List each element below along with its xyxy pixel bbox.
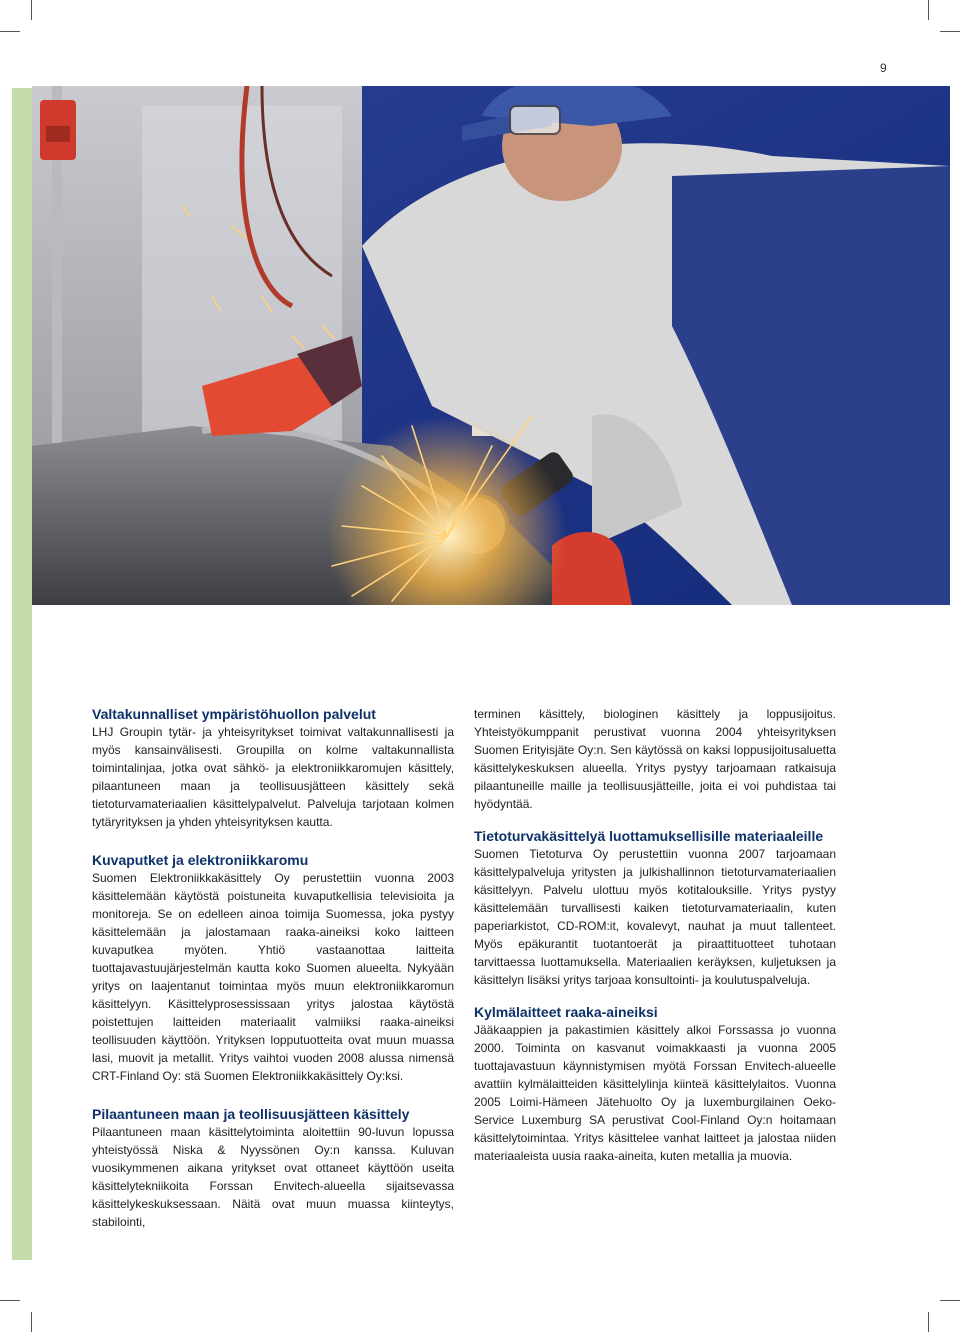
crop-mark-bottom-left-v — [31, 1312, 32, 1332]
body-kuvaputket: Suomen Elektroniikkakäsittely Oy perustettiin vuonna 2003 käsittelemään käytöstä poistuneita kuvaputkellisia televisioita ja monitoreja. Se on edelleen ainoa toimija Suomessa, joka pystyy käsittelemään ja jalostamaan raaka-aineiksi koko laitteen kuvaputkea myöten. Yhtiö vastaanottaa laitteita tuottajavastuujärjestelmän kautta koko Suomen alueelta. Nykyään yritys on laajentanut toimintaa myös muun elektroniikkaromun käsittelyyn. Käsittelyprosessissaan yritys jalostaa käytöstä poistettujen laitteiden materiaalit valmiiksi raaka-aineiksi teollisuuden käyttöön. Yrityksen lopputuotteita ovat muun muassa lasi, muovit ja metallit. Yritys vaihtoi vuoden 2008 alussa nimensä CRT-Finland Oy: stä Suomen Elektroniikkakäsittely Oy:ksi. — [92, 871, 454, 1083]
body-jatko: terminen käsittely, biologinen käsittely ja loppusijoitus. Yhteistyökumppanit perustivat vuonna 2004 yhteisyrityksen Suomen Erityisjäte Oy:n. Sen käytössä on kaksi loppusijoitusaluetta käsittelykeskuksen alueella. Yritys pystyy tarjoamaan ratkaisuja pilaantuneille maille ja teollisuusjätteille, joita ei voi puhdistaa tai hyödyntää. — [474, 707, 836, 811]
heading-kuvaputket: Kuvaputket ja elektroniikkaromu — [92, 852, 309, 868]
crop-mark-top-right-v — [928, 0, 929, 20]
crop-mark-top-right-h — [940, 31, 960, 32]
page-number: 9 — [880, 61, 887, 75]
left-column — [92, 705, 454, 1231]
heading-pilaantuneen: Pilaantuneen maan ja teollisuusjätteen käsittely — [92, 1106, 410, 1122]
crop-mark-top-left-v — [31, 0, 32, 20]
body-pilaantuneen: Pilaantuneen maan käsittelytoiminta aloitettiin 90-luvun lopussa yhteistyössä Niska & Nyyssönen Oy:n kanssa. Kuluvan vuosikymmenen aikana yritykset ovat ottaneet käyttöön useita käsittelytekniikoita Forssan Envitech-alueella sijaitsevassa käsittelykeskuksessaan. Näitä ovat muun muassa kiinteytys, stabilointi, — [92, 1125, 454, 1229]
photo-grinding-worker — [32, 86, 950, 605]
crop-mark-top-left-h — [0, 31, 20, 32]
body-valtakunnalliset: LHJ Groupin tytär- ja yhteisyritykset toimivat valtakunnallisesti ja myös kansainvälisesti. Groupilla on kolme valtakunnallista toimintalinjaa, jotka ovat sähkö- ja elektroniikkaromujen käsittely, pilaantuneen maan ja teollisuusjätteen käsittely sekä tietoturvamateriaalien käsittelypalvelut. Palveluja tarjotaan kolmen tytäryrityksen ja yhden yhteisyrityksen kautta. — [92, 725, 454, 829]
accent-bar — [12, 88, 32, 1260]
crop-mark-bottom-right-h — [940, 1300, 960, 1301]
crop-mark-bottom-right-v — [928, 1312, 929, 1332]
body-kylmalaitteet: Jääkaappien ja pakastimien käsittely alkoi Forssassa jo vuonna 2000. Toiminta on kasvanut voimakkaasti ja vuonna 2005 tuottajavastuun käynnistymisen myötä Forssan Envitech-alueelle avattiin kylmälaitteiden käsittelylinja kiinteä käsittelylaitos. Vuonna 2005 Loimi-Hämeen Jätehuolto Oy ja luxemburgilainen Oeko-Service Luxemburg SA perustivat Cool-Finland Oy:n hoitamaan käsittelytoimintaa. Yritys käsittelee vanhat laitteet ja jalostaa niiden materiaaleista uusia raaka-aineita, kuten metallia ja muovia. — [474, 1023, 836, 1163]
heading-tietoturva: Tietoturvakäsittelyä luottamuksellisille materiaaleille — [474, 828, 824, 844]
right-column — [474, 705, 836, 1165]
body-tietoturva: Suomen Tietoturva Oy perustettiin vuonna 2007 tarjoamaan käsittelypalveluja yritysten ja julkishallinnon tietoturvamateriaalien käsittelyyn. Palvelu ulottuu myös kotitalouksille. Yritys pystyy käsittelemään turvallisesti kaiken tietoturvamateriaalin, kuten paperiarkistot, CD-ROM:it, kovalevyt, nauhat ja muut tallenteet. Myös epäkurantit tuotantoerät ja piraattituotteet tuhotaan tarvittaessa luottamuksella. Materiaalien keräyksen, kuljetuksen ja käsittelyn lisäksi yritys tarjoaa konsultointi- ja koulutuspalveluja. — [474, 847, 836, 987]
heading-kylmalaitteet: Kylmälaitteet raaka-aineiksi — [474, 1004, 658, 1020]
heading-valtakunnalliset: Valtakunnalliset ympäristöhuollon palvelut — [92, 706, 376, 722]
crop-mark-bottom-left-h — [0, 1300, 20, 1301]
